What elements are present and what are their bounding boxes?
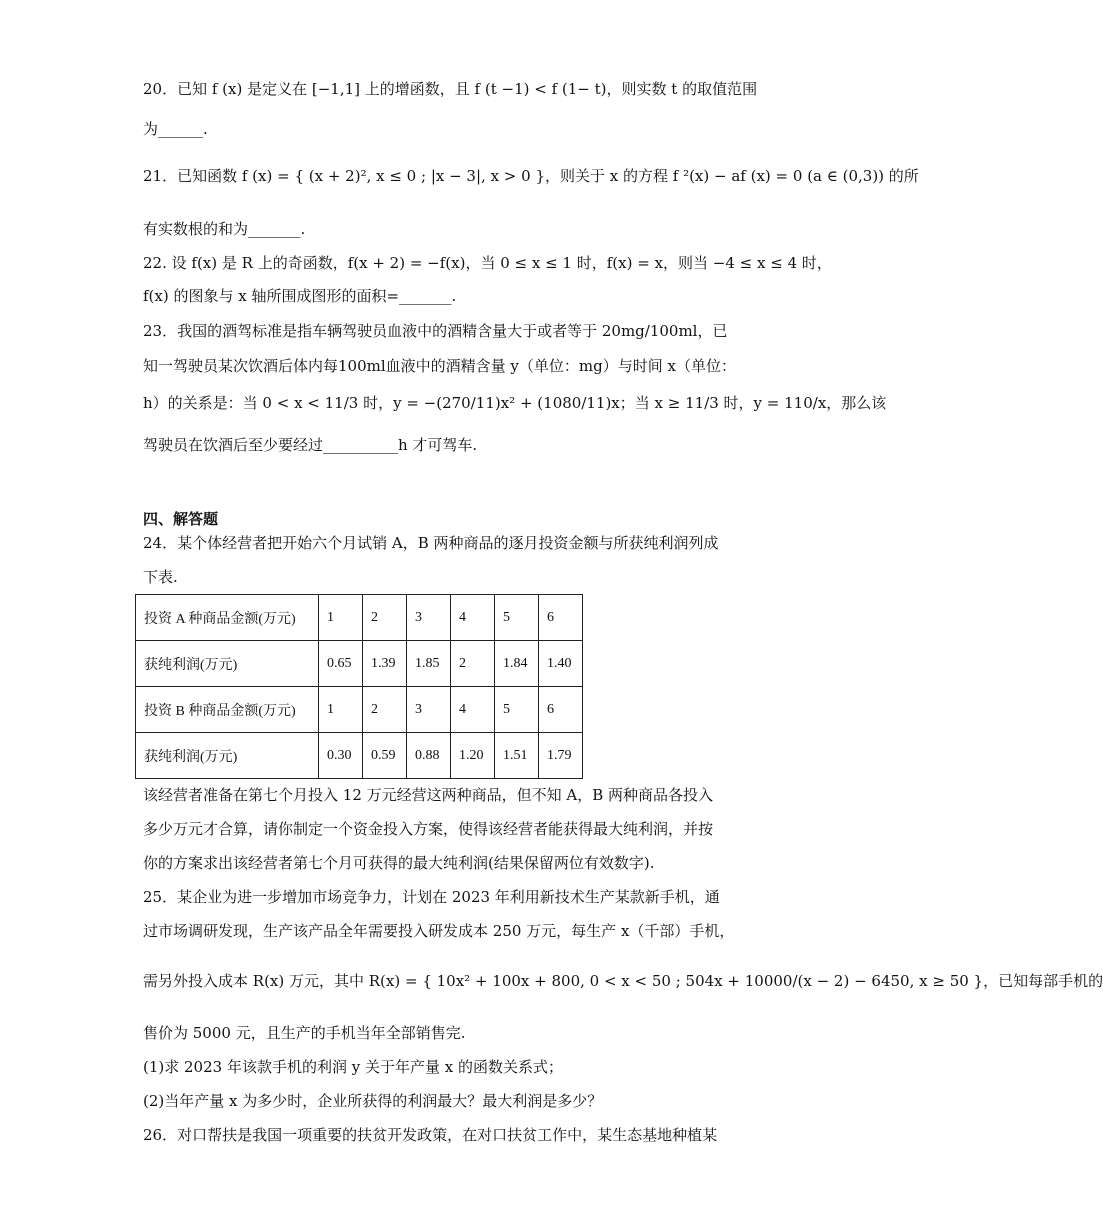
table-row: [136, 687, 583, 733]
q23-line-3: h）的关系是：当 0 < x < 11/3 时，y = −(270/11)x² + (1080/11)x；当 x ≥ 11/3 时，y = 110/x，那么该: [143, 394, 887, 412]
q23-line-1: 23．我国的酒驾标准是指车辆驾驶员血液中的酒精含量大于或者等于 20mg/100ml，已: [143, 322, 728, 340]
table-cell: 0.59: [363, 733, 407, 779]
table-cell: 5: [495, 595, 539, 641]
table-row: [136, 641, 583, 687]
q23-line-2: 知一驾驶员某次饮酒后体内每100ml血液中的酒精含量 y（单位：mg）与时间 x（单位：: [143, 357, 736, 375]
table-row: [136, 595, 583, 641]
table-cell: 0.30: [319, 733, 363, 779]
q21-line-1: 21．已知函数 f (x) = { (x + 2)², x ≤ 0 ; |x − 3|, x > 0 }，则关于 x 的方程 f ²(x) − af (x) = 0 (a ∈ (0,3)) 的所: [143, 167, 919, 185]
table-cell: 3: [407, 595, 451, 641]
table-cell: 6: [539, 595, 583, 641]
table-cell: 2: [451, 641, 495, 687]
table-cell: 1.20: [451, 733, 495, 779]
q25-line-1: 25．某企业为进一步增加市场竞争力，计划在 2023 年利用新技术生产某款新手机，通: [143, 888, 720, 906]
table-cell: 6: [539, 687, 583, 733]
table-cell: 4: [451, 687, 495, 733]
table-cell: 1.40: [539, 641, 583, 687]
q22-line-2: f(x) 的图象与 x 轴所围成图形的面积=_______.: [143, 287, 457, 305]
table-cell: 2: [363, 687, 407, 733]
q21-line-2: 有实数根的和为_______.: [143, 220, 306, 238]
q25-line-4: 售价为 5000 元，且生产的手机当年全部销售完.: [143, 1024, 466, 1042]
q25-sub-1: (1)求 2023 年该款手机的利润 y 关于年产量 x 的函数关系式；: [143, 1058, 563, 1076]
table-cell: 投资 A 种商品金额(万元): [136, 595, 319, 641]
table-cell: 投资 B 种商品金额(万元): [136, 687, 319, 733]
table-cell: 1.39: [363, 641, 407, 687]
investment-table: [135, 594, 583, 779]
q24-line-1: 24．某个体经营者把开始六个月试销 A，B 两种商品的逐月投资金额与所获纯利润列成: [143, 534, 719, 552]
table-cell: 1.51: [495, 733, 539, 779]
table-cell: 0.88: [407, 733, 451, 779]
q20-line-1: 20．已知 f (x) 是定义在 [−1,1] 上的增函数，且 f (t −1) < f (1− t)，则实数 t 的取值范围: [143, 80, 758, 98]
q24-line-5: 你的方案求出该经营者第七个月可获得的最大纯利润(结果保留两位有效数字).: [143, 854, 655, 872]
table-cell: 获纯利润(万元): [136, 733, 319, 779]
q25-sub-2: (2)当年产量 x 为多少时，企业所获得的利润最大？最大利润是多少？: [143, 1092, 603, 1110]
q24-line-4: 多少万元才合算，请你制定一个资金投入方案，使得该经营者能获得最大纯利润，并按: [143, 820, 714, 838]
q26-line-1: 26．对口帮扶是我国一项重要的扶贫开发政策，在对口扶贫工作中，某生态基地种植某: [143, 1126, 718, 1144]
table-cell: 1.85: [407, 641, 451, 687]
table-cell: 0.65: [319, 641, 363, 687]
q23-line-4: 驾驶员在饮酒后至少要经过__________h 才可驾车.: [143, 436, 478, 454]
table-cell: 1.84: [495, 641, 539, 687]
table-cell: 5: [495, 687, 539, 733]
q20-line-2: 为______.: [143, 120, 208, 138]
table-row: [136, 733, 583, 779]
table-cell: 3: [407, 687, 451, 733]
q25-line-3: 需另外投入成本 R(x) 万元，其中 R(x) = { 10x² + 100x + 800, 0 < x < 50 ; 504x + 10000/(x − 2) − 6450, x ≥ 50 }，已知每部手机的: [143, 972, 1103, 990]
table-cell: 1: [319, 687, 363, 733]
table-cell: 1.79: [539, 733, 583, 779]
table-cell: 4: [451, 595, 495, 641]
table-cell: 2: [363, 595, 407, 641]
table-cell: 1: [319, 595, 363, 641]
q25-line-2: 过市场调研发现，生产该产品全年需要投入研发成本 250 万元，每生产 x（千部）手机，: [143, 922, 735, 940]
q22-line-1: 22. 设 f(x) 是 R 上的奇函数，f(x + 2) = −f(x)，当 0 ≤ x ≤ 1 时，f(x) = x，则当 −4 ≤ x ≤ 4 时，: [143, 254, 832, 272]
q24-line-3: 该经营者准备在第七个月投入 12 万元经营这两种商品，但不知 A，B 两种商品各投入: [143, 786, 714, 804]
section-heading: 四、解答题: [143, 510, 219, 528]
q24-line-2: 下表.: [143, 568, 178, 586]
table-cell: 获纯利润(万元): [136, 641, 319, 687]
